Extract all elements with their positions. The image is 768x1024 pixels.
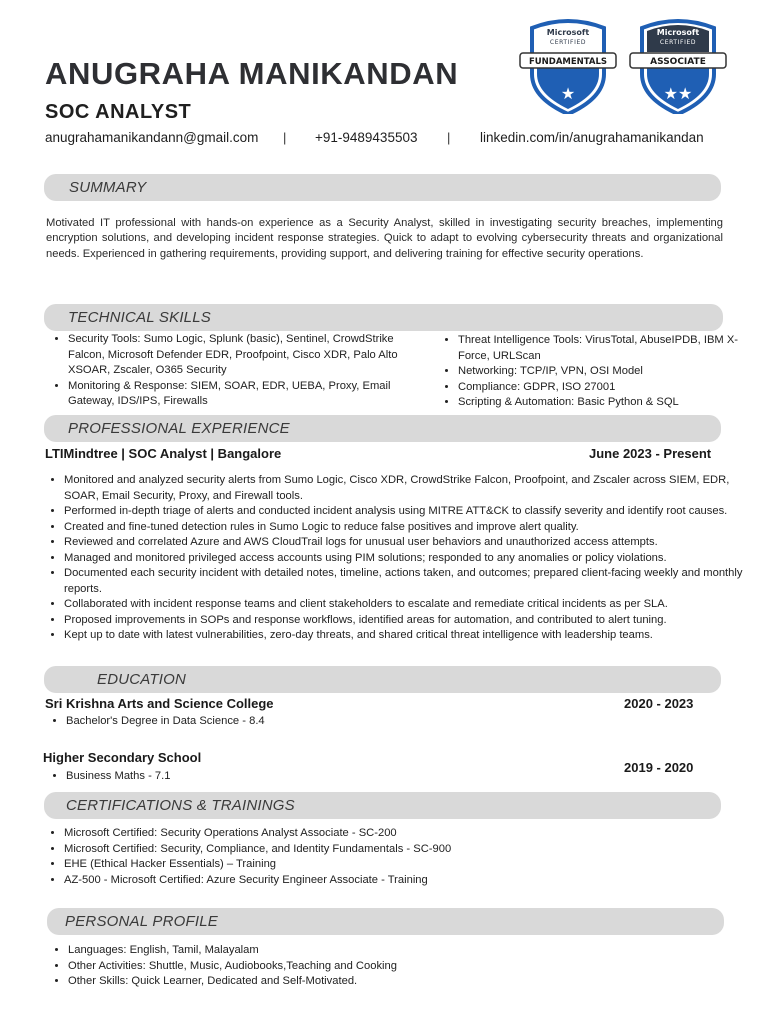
list-item: • Scripting & Automation: Basic Python & SQL	[458, 395, 748, 411]
list-item: • Collaborated with incident response teams and client stakeholders to escalate and remediate critical incidents as per SLA.	[64, 597, 744, 613]
section-header-summary	[44, 174, 721, 201]
section-header-experience	[44, 415, 721, 442]
star-icon: ★★	[663, 84, 693, 103]
list-item: • Kept up to date with latest vulnerabilities, zero-day threats, and shared critical threat intelligence with leadership teams.	[64, 628, 744, 644]
list-item: • Security Tools: Sumo Logic, Splunk (basic), Sentinel, CrowdStrike Falcon, Microsoft Defender EDR, Proofpoint, Cisco XDR, Palo Alto XSOAR, Zscaler, O365 Security	[68, 332, 433, 379]
section-title: SUMMARY	[69, 179, 147, 196]
skills-list-left	[50, 332, 433, 410]
badge-label: FUNDAMENTALS	[528, 57, 608, 67]
list-item: • Managed and monitored privileged access accounts using PIM solutions; responded to any anomalies or policy violations.	[64, 551, 744, 567]
list-item: • Created and fine-tuned detection rules in Sumo Logic to reduce false positives and improve alert quality.	[64, 520, 744, 536]
email-link[interactable]: anugrahamanikandann@gmail.com	[45, 130, 259, 145]
star-icon: ★	[560, 84, 576, 103]
job-company-line: LTIMindtree | SOC Analyst | Bangalore	[45, 446, 282, 461]
microsoft-associate-badge	[628, 14, 728, 114]
skills-list-right	[440, 333, 748, 411]
section-header-skills	[44, 304, 723, 331]
list-item: • Threat Intelligence Tools: VirusTotal, AbuseIPDB, IBM X-Force, URLScan	[458, 333, 748, 364]
list-item: • Languages: English, Tamil, Malayalam	[68, 943, 728, 959]
list-item: • Compliance: GDPR, ISO 27001	[458, 380, 748, 396]
badge-sub-text: CERTIFIED	[549, 39, 587, 46]
job-dates: June 2023 - Present	[589, 446, 712, 461]
list-item: • AZ-500 - Microsoft Certified: Azure Security Engineer Associate - Training	[64, 873, 744, 889]
phone-number: +91-9489435503	[315, 130, 418, 145]
badge-top-text: Microsoft	[546, 28, 590, 37]
school-years: 2019 - 2020	[624, 760, 694, 775]
experience-list	[46, 473, 744, 644]
section-title: EDUCATION	[97, 671, 187, 688]
badge-sub-text: CERTIFIED	[659, 39, 697, 46]
list-item: • EHE (Ethical Hacker Essentials) – Training	[64, 857, 744, 873]
certifications-list	[46, 826, 744, 888]
list-item: • Other Activities: Shuttle, Music, Audiobooks,Teaching and Cooking	[68, 959, 728, 975]
list-item: • Performed in-depth triage of alerts and conducted incident analysis using MITRE ATT&CK to classify severity and identify root causes.	[64, 504, 744, 520]
list-item: • Monitored and analyzed security alerts from Sumo Logic, Cisco XDR, CrowdStrike Falcon, Proofpoint, and Zscaler across SIEM, EDR, SOAR, Email Security, Proxy, and Firewall tools.	[64, 473, 744, 504]
list-item: • Other Skills: Quick Learner, Dedicated and Self-Motivated.	[68, 974, 728, 990]
list-item: • Documented each security incident with detailed notes, timeline, actions taken, and outcomes; prepared client-facing weekly and monthly reports.	[64, 566, 744, 597]
list-item: • Bachelor's Degree in Data Science - 8.4	[66, 714, 466, 730]
school-name: Higher Secondary School	[43, 750, 202, 765]
education-detail-list	[48, 714, 466, 730]
section-title: CERTIFICATIONS & TRAININGS	[66, 797, 295, 814]
badge-label: ASSOCIATE	[650, 57, 706, 67]
school-years: 2020 - 2023	[624, 696, 694, 711]
microsoft-fundamentals-badge	[518, 14, 618, 114]
list-item: • Reviewed and correlated Azure and AWS CloudTrail logs for unusual user behaviors and unauthorized access attempts.	[64, 535, 744, 551]
badge-top-text: Microsoft	[656, 28, 700, 37]
section-header-profile	[47, 908, 724, 935]
candidate-name: ANUGRAHA MANIKANDAN	[45, 56, 459, 91]
list-item: • Proposed improvements in SOPs and response workflows, identified areas for automation, and contributed to alert tuning.	[64, 613, 744, 629]
job-title: SOC ANALYST	[45, 101, 192, 123]
section-title: PROFESSIONAL EXPERIENCE	[68, 420, 290, 437]
section-header-certifications	[44, 792, 721, 819]
list-item: • Monitoring & Response: SIEM, SOAR, EDR, UEBA, Proxy, Email Gateway, IDS/IPS, Firewalls	[68, 379, 433, 410]
list-item: • Microsoft Certified: Security, Compliance, and Identity Fundamentals - SC-900	[64, 842, 744, 858]
list-item: • Microsoft Certified: Security Operations Analyst Associate - SC-200	[64, 826, 744, 842]
section-title: PERSONAL PROFILE	[65, 913, 218, 930]
list-item: • Networking: TCP/IP, VPN, OSI Model	[458, 364, 748, 380]
school-name: Sri Krishna Arts and Science College	[45, 696, 274, 711]
profile-list	[50, 943, 728, 990]
education-detail-list	[48, 769, 466, 785]
list-item: • Business Maths - 7.1	[66, 769, 466, 785]
section-title: TECHNICAL SKILLS	[68, 309, 211, 326]
contact-separator: |	[283, 130, 287, 145]
contact-separator: |	[447, 130, 451, 145]
linkedin-link[interactable]: linkedin.com/in/anugrahamanikandan	[480, 130, 704, 145]
summary-text: Motivated IT professional with hands-on experience as a Security Analyst, skilled in investigating security breaches, implementing encryption solutions, and developing incident response strategies. Quick to adapt to evolving cybersecurity threats and organizational needs. Experienced in gathering requirements, providing support, and delivering training for effective security operations.	[46, 217, 723, 260]
section-header-education	[44, 666, 721, 693]
